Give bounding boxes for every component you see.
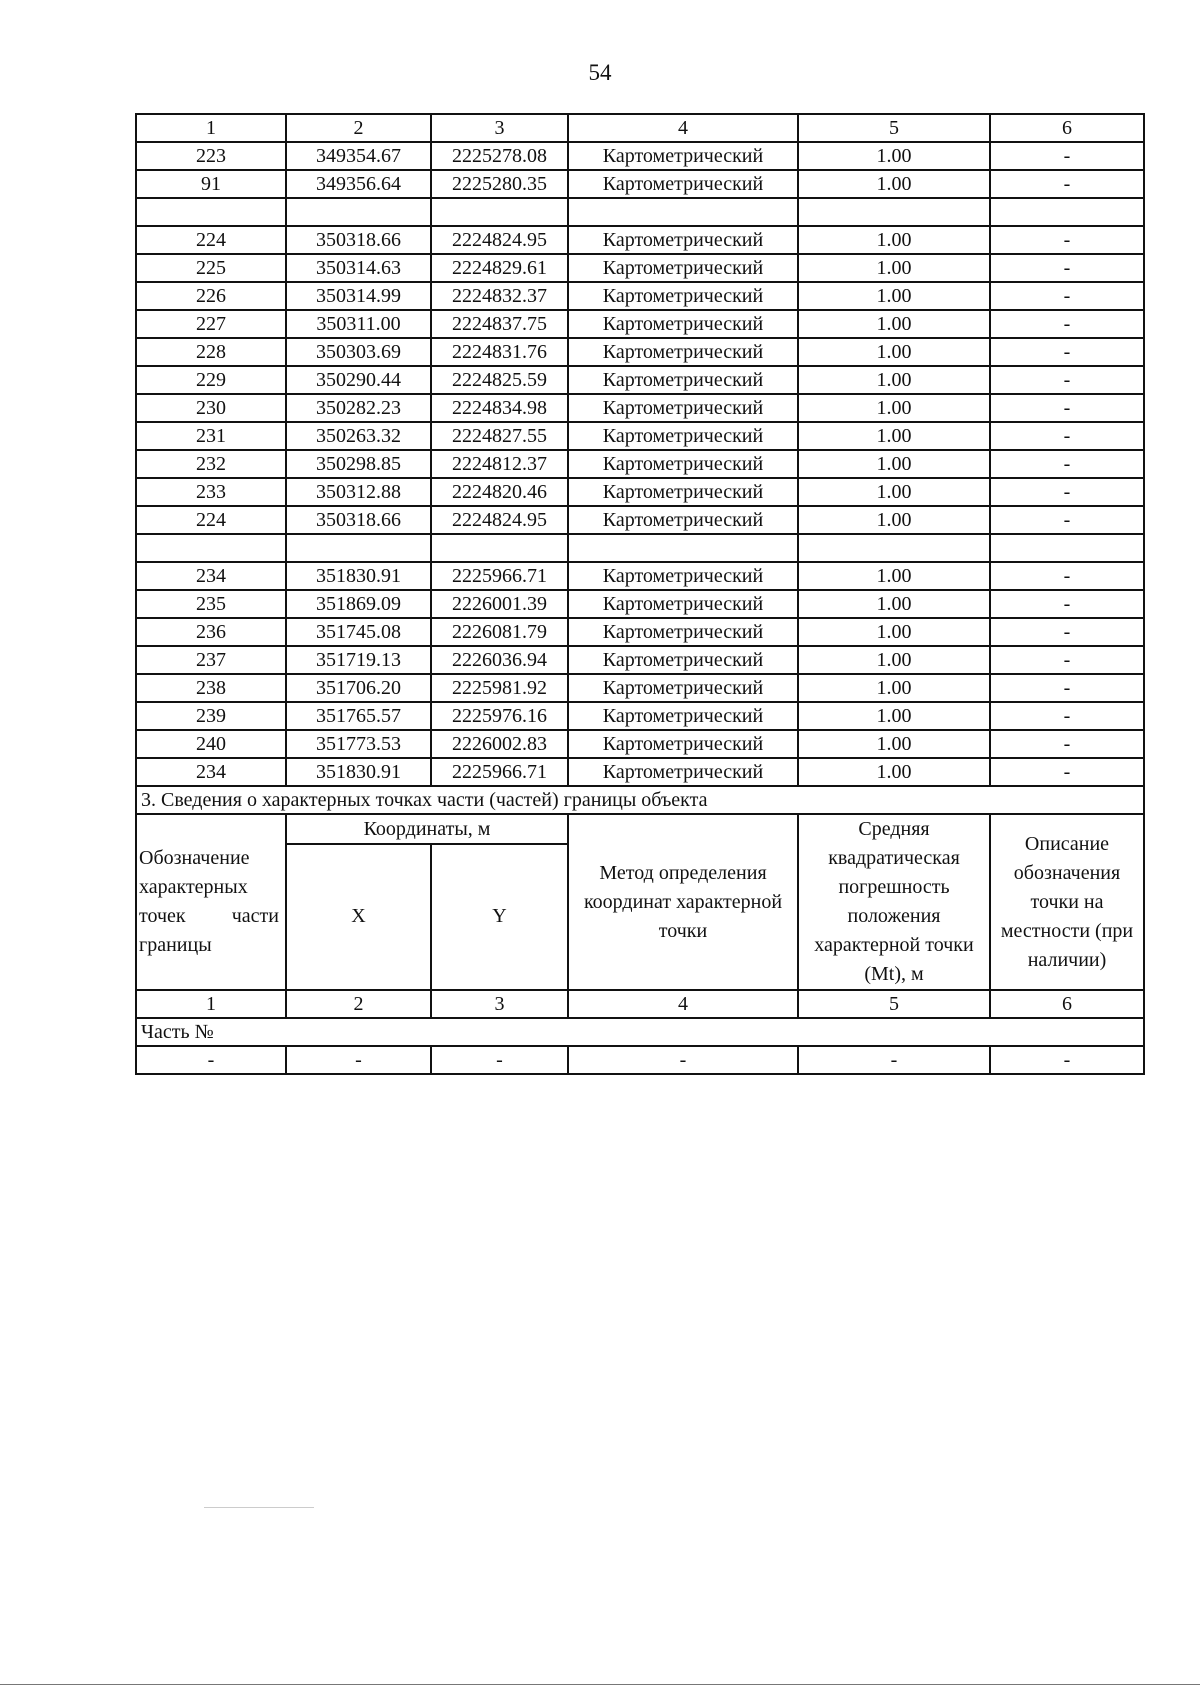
coord-x-cell: 350303.69 xyxy=(286,338,431,366)
method-cell: Картометрический xyxy=(568,226,798,254)
point-number-cell: 226 xyxy=(136,282,286,310)
point-number-cell: 236 xyxy=(136,618,286,646)
coord-x-cell: 350314.63 xyxy=(286,254,431,282)
col-number: 3 xyxy=(431,990,568,1018)
method-cell: Картометрический xyxy=(568,450,798,478)
method-cell: Картометрический xyxy=(568,170,798,198)
error-cell: 1.00 xyxy=(798,758,990,786)
method-cell: Картометрический xyxy=(568,394,798,422)
method-cell: Картометрический xyxy=(568,590,798,618)
point-number-cell: 227 xyxy=(136,310,286,338)
empty-cell: - xyxy=(798,1046,990,1074)
coord-x-cell: 350314.99 xyxy=(286,282,431,310)
description-cell: - xyxy=(990,702,1144,730)
coord-y-cell: 2226081.79 xyxy=(431,618,568,646)
description-cell: - xyxy=(990,618,1144,646)
table-row xyxy=(136,254,1144,282)
coord-x-cell: 351765.57 xyxy=(286,702,431,730)
method-cell: Картометрический xyxy=(568,618,798,646)
coord-x-cell: 350263.32 xyxy=(286,422,431,450)
col-number: 6 xyxy=(990,114,1144,142)
error-cell: 1.00 xyxy=(798,366,990,394)
method-cell: Картометрический xyxy=(568,366,798,394)
error-cell: 1.00 xyxy=(798,562,990,590)
table-row xyxy=(136,478,1144,506)
coord-x-cell: 349356.64 xyxy=(286,170,431,198)
empty-cell: - xyxy=(568,1046,798,1074)
header-x: X xyxy=(286,844,431,990)
table-row xyxy=(136,730,1144,758)
coord-y-cell: 2226036.94 xyxy=(431,646,568,674)
error-cell: 1.00 xyxy=(798,170,990,198)
col-number: 4 xyxy=(568,114,798,142)
error-cell: 1.00 xyxy=(798,338,990,366)
point-number-cell: 235 xyxy=(136,590,286,618)
coord-y-cell: 2224825.59 xyxy=(431,366,568,394)
empty-cell xyxy=(990,534,1144,562)
table-row xyxy=(136,142,1144,170)
error-cell: 1.00 xyxy=(798,730,990,758)
coord-y-cell: 2226002.83 xyxy=(431,730,568,758)
empty-cell xyxy=(136,198,286,226)
point-number-cell: 239 xyxy=(136,702,286,730)
scan-artifact-line xyxy=(204,1507,314,1508)
header-point-designation xyxy=(136,814,286,990)
empty-cell: - xyxy=(136,1046,286,1074)
empty-cell xyxy=(798,534,990,562)
point-number-cell: 228 xyxy=(136,338,286,366)
column-number-row xyxy=(136,114,1144,142)
error-cell: 1.00 xyxy=(798,310,990,338)
coord-x-cell: 350312.88 xyxy=(286,478,431,506)
table-row xyxy=(136,226,1144,254)
table-row xyxy=(136,702,1144,730)
header-error: Средняя квадратическая погрешность положения характерной точки (Mt), м xyxy=(798,814,990,990)
description-cell: - xyxy=(990,450,1144,478)
description-cell: - xyxy=(990,478,1144,506)
description-cell: - xyxy=(990,758,1144,786)
table-row xyxy=(136,674,1144,702)
coord-y-cell: 2224820.46 xyxy=(431,478,568,506)
coord-y-cell: 2224837.75 xyxy=(431,310,568,338)
coord-x-cell: 351706.20 xyxy=(286,674,431,702)
col-number: 1 xyxy=(136,114,286,142)
coord-y-cell: 2224834.98 xyxy=(431,394,568,422)
method-cell: Картометрический xyxy=(568,758,798,786)
col-number: 1 xyxy=(136,990,286,1018)
coord-x-cell: 351773.53 xyxy=(286,730,431,758)
method-cell: Картометрический xyxy=(568,142,798,170)
description-cell: - xyxy=(990,282,1144,310)
col-number: 3 xyxy=(431,114,568,142)
part-empty-row xyxy=(136,1046,1144,1074)
point-number-cell: 230 xyxy=(136,394,286,422)
description-cell: - xyxy=(990,310,1144,338)
table-row xyxy=(136,394,1144,422)
description-cell: - xyxy=(990,170,1144,198)
method-cell: Картометрический xyxy=(568,646,798,674)
coord-y-cell: 2225278.08 xyxy=(431,142,568,170)
col-number: 2 xyxy=(286,114,431,142)
table-row xyxy=(136,422,1144,450)
page-number: 54 xyxy=(588,60,612,85)
error-cell: 1.00 xyxy=(798,142,990,170)
empty-cell xyxy=(798,198,990,226)
col-number: 2 xyxy=(286,990,431,1018)
table-row xyxy=(136,170,1144,198)
empty-cell xyxy=(568,534,798,562)
coord-x-cell: 351830.91 xyxy=(286,758,431,786)
coord-y-cell: 2224829.61 xyxy=(431,254,568,282)
table-row xyxy=(136,590,1144,618)
empty-cell: - xyxy=(990,1046,1144,1074)
point-number-cell: 240 xyxy=(136,730,286,758)
section-3-title-row xyxy=(136,786,1144,814)
table-row xyxy=(136,646,1144,674)
point-number-cell: 231 xyxy=(136,422,286,450)
point-number-cell: 229 xyxy=(136,366,286,394)
point-number-cell: 233 xyxy=(136,478,286,506)
header-y: Y xyxy=(431,844,568,990)
description-cell: - xyxy=(990,366,1144,394)
empty-cell xyxy=(568,198,798,226)
description-cell: - xyxy=(990,562,1144,590)
table-row xyxy=(136,282,1144,310)
empty-cell xyxy=(990,198,1144,226)
method-cell: Картометрический xyxy=(568,506,798,534)
coordinates-table xyxy=(135,113,1145,1075)
error-cell: 1.00 xyxy=(798,254,990,282)
method-cell: Картометрический xyxy=(568,674,798,702)
coord-y-cell: 2226001.39 xyxy=(431,590,568,618)
col-number: 6 xyxy=(990,990,1144,1018)
error-cell: 1.00 xyxy=(798,506,990,534)
description-cell: - xyxy=(990,394,1144,422)
point-number-cell: 234 xyxy=(136,758,286,786)
col-number: 5 xyxy=(798,990,990,1018)
coord-x-cell: 351830.91 xyxy=(286,562,431,590)
empty-cell: - xyxy=(286,1046,431,1074)
error-cell: 1.00 xyxy=(798,394,990,422)
error-cell: 1.00 xyxy=(798,282,990,310)
description-cell: - xyxy=(990,422,1144,450)
description-cell: - xyxy=(990,506,1144,534)
section-3-title: 3. Сведения о характерных точках части (частей) границы объекта xyxy=(136,786,1144,814)
coord-y-cell: 2224824.95 xyxy=(431,226,568,254)
description-cell: - xyxy=(990,646,1144,674)
error-cell: 1.00 xyxy=(798,590,990,618)
coord-x-cell: 349354.67 xyxy=(286,142,431,170)
error-cell: 1.00 xyxy=(798,450,990,478)
section-3-header-row xyxy=(136,814,1144,844)
page-bottom-edge xyxy=(0,1684,1200,1685)
error-cell: 1.00 xyxy=(798,646,990,674)
col-number: 5 xyxy=(798,114,990,142)
header-point-designation-text: Обозначение характерных точек части границы xyxy=(139,847,279,956)
description-cell: - xyxy=(990,590,1144,618)
empty-cell xyxy=(136,534,286,562)
method-cell: Картометрический xyxy=(568,254,798,282)
coord-y-cell: 2225966.71 xyxy=(431,758,568,786)
table-row xyxy=(136,366,1144,394)
empty-cell xyxy=(431,534,568,562)
table-row xyxy=(136,506,1144,534)
point-number-cell: 238 xyxy=(136,674,286,702)
point-number-cell: 225 xyxy=(136,254,286,282)
coord-y-cell: 2224824.95 xyxy=(431,506,568,534)
description-cell: - xyxy=(990,730,1144,758)
section-3-column-number-row xyxy=(136,990,1144,1018)
description-cell: - xyxy=(990,254,1144,282)
coord-y-cell: 2224831.76 xyxy=(431,338,568,366)
method-cell: Картометрический xyxy=(568,282,798,310)
method-cell: Картометрический xyxy=(568,562,798,590)
point-number-cell: 223 xyxy=(136,142,286,170)
table-row xyxy=(136,618,1144,646)
coord-y-cell: 2225981.92 xyxy=(431,674,568,702)
method-cell: Картометрический xyxy=(568,422,798,450)
coord-x-cell: 351719.13 xyxy=(286,646,431,674)
coord-y-cell: 2224827.55 xyxy=(431,422,568,450)
coord-x-cell: 351745.08 xyxy=(286,618,431,646)
point-number-cell: 234 xyxy=(136,562,286,590)
table-row xyxy=(136,310,1144,338)
method-cell: Картометрический xyxy=(568,702,798,730)
method-cell: Картометрический xyxy=(568,338,798,366)
description-cell: - xyxy=(990,226,1144,254)
empty-cell xyxy=(286,198,431,226)
col-number: 4 xyxy=(568,990,798,1018)
error-cell: 1.00 xyxy=(798,422,990,450)
point-number-cell: 232 xyxy=(136,450,286,478)
group-separator-row xyxy=(136,534,1144,562)
table-row xyxy=(136,562,1144,590)
coord-x-cell: 350298.85 xyxy=(286,450,431,478)
table-row xyxy=(136,450,1144,478)
coord-x-cell: 350290.44 xyxy=(286,366,431,394)
coord-y-cell: 2225976.16 xyxy=(431,702,568,730)
error-cell: 1.00 xyxy=(798,618,990,646)
part-label-row xyxy=(136,1018,1144,1046)
coord-y-cell: 2225280.35 xyxy=(431,170,568,198)
coord-x-cell: 350318.66 xyxy=(286,226,431,254)
header-method: Метод определения координат характерной точки xyxy=(568,814,798,990)
method-cell: Картометрический xyxy=(568,478,798,506)
empty-cell: - xyxy=(431,1046,568,1074)
error-cell: 1.00 xyxy=(798,702,990,730)
point-number-cell: 91 xyxy=(136,170,286,198)
coord-y-cell: 2225966.71 xyxy=(431,562,568,590)
method-cell: Картометрический xyxy=(568,730,798,758)
coord-x-cell: 350318.66 xyxy=(286,506,431,534)
empty-cell xyxy=(286,534,431,562)
table-row xyxy=(136,758,1144,786)
coord-x-cell: 350311.00 xyxy=(286,310,431,338)
description-cell: - xyxy=(990,338,1144,366)
description-cell: - xyxy=(990,674,1144,702)
error-cell: 1.00 xyxy=(798,478,990,506)
point-number-cell: 224 xyxy=(136,506,286,534)
error-cell: 1.00 xyxy=(798,674,990,702)
coord-y-cell: 2224832.37 xyxy=(431,282,568,310)
coord-x-cell: 350282.23 xyxy=(286,394,431,422)
header-description: Описание обозначения точки на местности (при наличии) xyxy=(990,814,1144,990)
group-separator-row xyxy=(136,198,1144,226)
description-cell: - xyxy=(990,142,1144,170)
point-number-cell: 237 xyxy=(136,646,286,674)
empty-cell xyxy=(431,198,568,226)
coord-x-cell: 351869.09 xyxy=(286,590,431,618)
header-coordinates: Координаты, м xyxy=(286,814,568,844)
point-number-cell: 224 xyxy=(136,226,286,254)
part-label: Часть № xyxy=(136,1018,1144,1046)
table-row xyxy=(136,338,1144,366)
error-cell: 1.00 xyxy=(798,226,990,254)
coord-y-cell: 2224812.37 xyxy=(431,450,568,478)
method-cell: Картометрический xyxy=(568,310,798,338)
